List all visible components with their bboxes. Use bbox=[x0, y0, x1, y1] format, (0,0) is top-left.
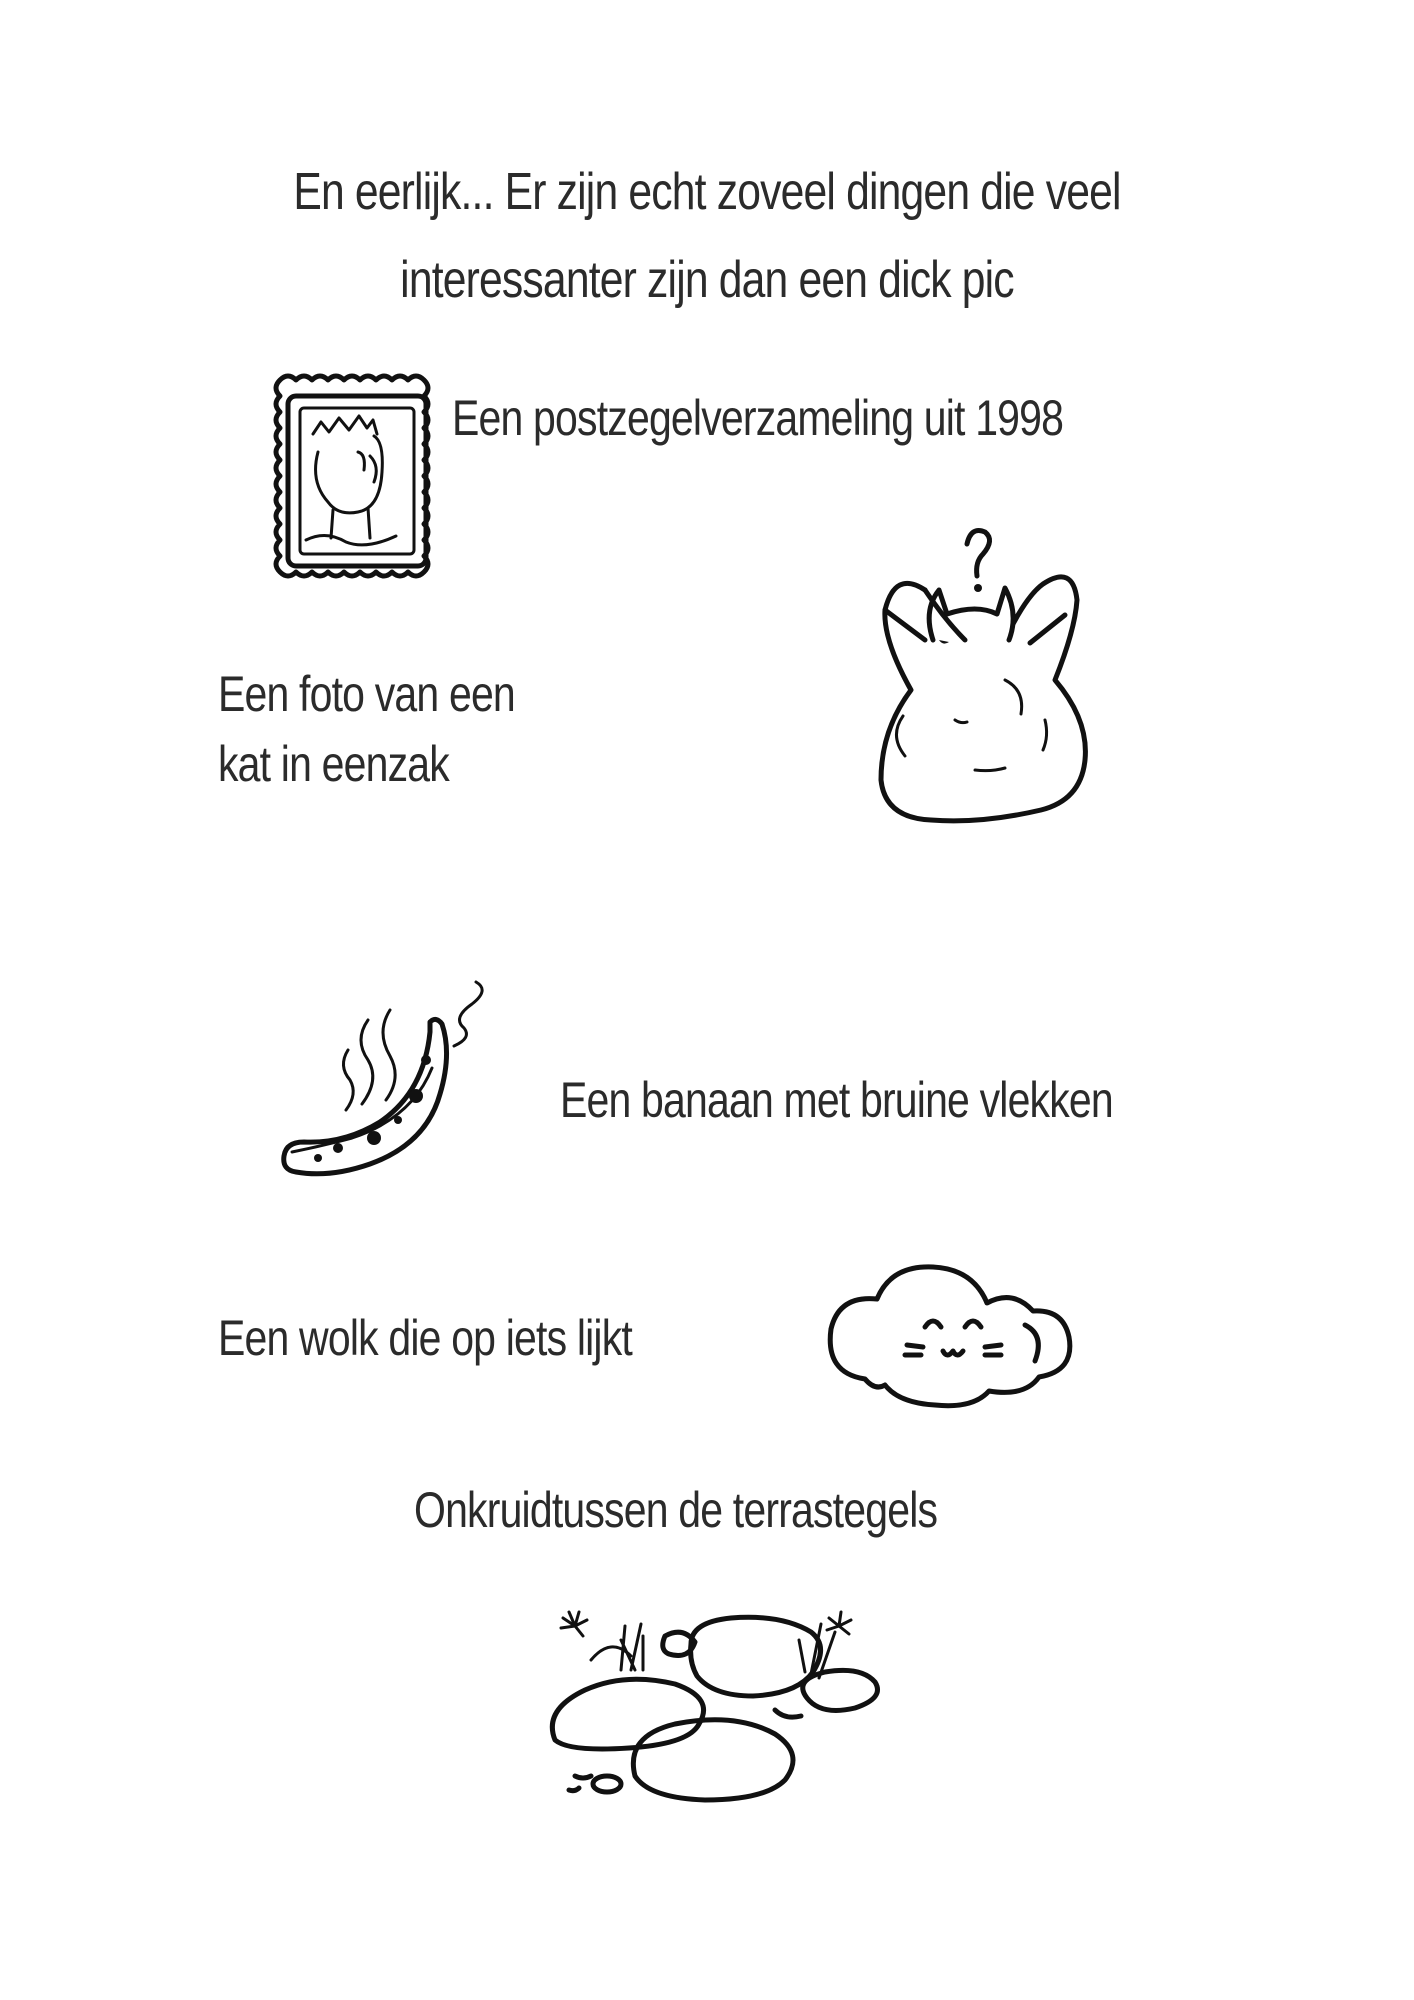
item-2-label-line-1: Een foto van een bbox=[218, 666, 515, 722]
cloud-icon bbox=[825, 1255, 1085, 1415]
intro-line-1: En eerlijk... Er zijn echt zoveel dingen die veel bbox=[293, 163, 1121, 221]
paving-stones-icon bbox=[535, 1600, 895, 1810]
item-1-label: Een postzegelverzameling uit 1998 bbox=[452, 390, 1064, 446]
intro-line-2: interessanter zijn dan een dick pic bbox=[400, 251, 1014, 309]
stamp-icon bbox=[258, 372, 458, 592]
item-3-label: Een banaan met bruine vlekken bbox=[560, 1072, 1113, 1128]
item-2-label-line-2: kat in eenzak bbox=[218, 736, 449, 792]
banana-icon bbox=[278, 970, 518, 1180]
cat-in-bag-icon bbox=[855, 520, 1095, 820]
item-5-label: Onkruidtussen de terrastegels bbox=[414, 1482, 938, 1538]
intro-text bbox=[0, 148, 1414, 324]
item-4-label: Een wolk die op iets lijkt bbox=[218, 1310, 632, 1366]
